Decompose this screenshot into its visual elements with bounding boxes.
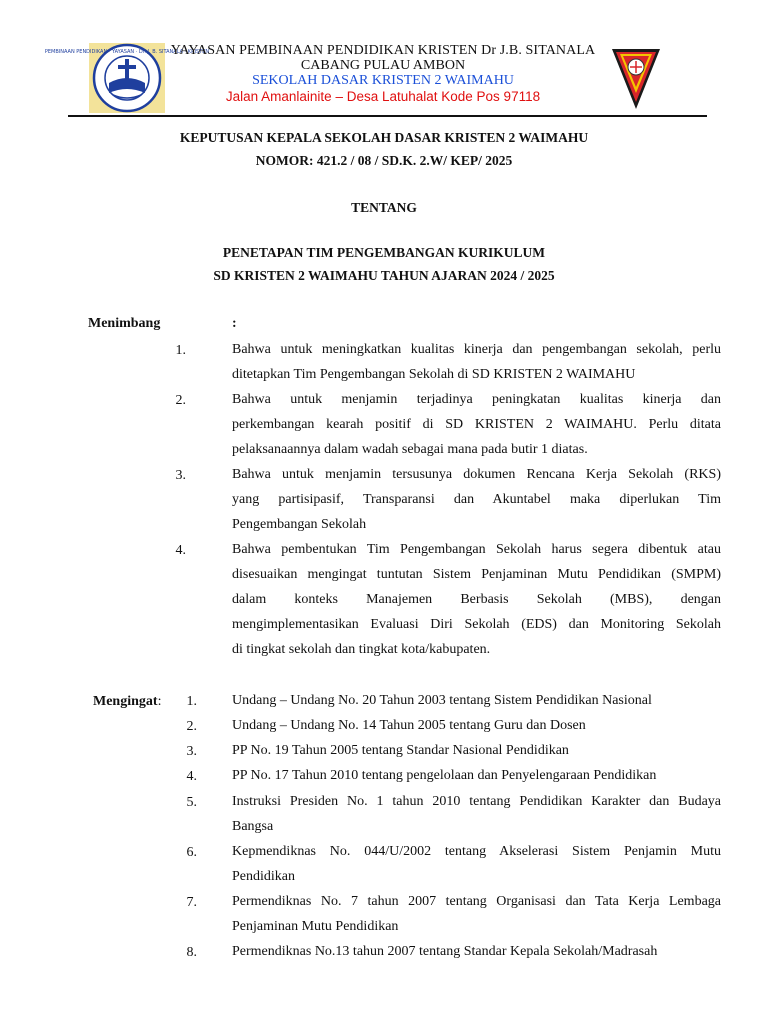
mengingat-item-line: Kepmendiknas No. 044/U/2002 tentang Akselerasi Sistem Penjamin Mutu xyxy=(232,844,721,859)
menimbang-item-text xyxy=(232,462,721,537)
mengingat-item-line: Permendiknas No. 7 tahun 2007 tentang Organisasi dan Tata Kerja Lembaga xyxy=(232,894,721,909)
menimbang-item-line: mengimplementasikan Evaluasi Diri Sekolah (EDS) dan Monitoring Sekolah xyxy=(232,617,721,632)
menimbang-item-number: 2. xyxy=(175,393,186,408)
menimbang-item-line: dalam konteks Manajemen Berbasis Sekolah (MBS), dengan xyxy=(232,592,721,607)
mengingat-item-number: 8. xyxy=(186,945,197,960)
mengingat-item-line: PP No. 17 Tahun 2010 tentang pengelolaan dan Penyelengaraan Pendidikan xyxy=(232,768,657,783)
menimbang-item-line: ditetapkan Tim Pengembangan Sekolah di SD KRISTEN 2 WAIMAHU xyxy=(232,367,636,382)
mengingat-item-line: Pendidikan xyxy=(232,869,295,884)
menimbang-item-line: perkembangan kearah positif di SD KRISTEN 2 WAIMAHU. Perlu ditata xyxy=(232,417,721,432)
menimbang-item-text xyxy=(232,387,721,462)
mengingat-label: Mengingat: xyxy=(93,694,162,709)
menimbang-item-line: Bahwa untuk menjamin tersusunya dokumen Rencana Kerja Sekolah (RKS) xyxy=(232,467,721,482)
mengingat-item-line: Undang – Undang No. 20 Tahun 2003 tentang Sistem Pendidikan Nasional xyxy=(232,693,652,708)
letterhead-divider xyxy=(68,115,707,117)
mengingat-item-text xyxy=(232,738,721,763)
mengingat-item-line: PP No. 19 Tahun 2005 tentang Standar Nasional Pendidikan xyxy=(232,743,569,758)
mengingat-item-text xyxy=(232,763,721,788)
menimbang-label: Menimbang xyxy=(88,316,161,331)
decree-title: KEPUTUSAN KEPALA SEKOLAH DASAR KRISTEN 2 WAIMAHU xyxy=(179,130,589,145)
mengingat-item-text xyxy=(232,789,721,839)
menimbang-item-line: yang partisipasif, Transparansi dan Akuntabel maka diperlukan Tim xyxy=(232,492,721,507)
mengingat-item-text xyxy=(232,939,721,964)
mengingat-item-number: 2. xyxy=(186,719,197,734)
subject-line-2: SD KRISTEN 2 WAIMAHU TAHUN AJARAN 2024 / 2025 xyxy=(213,268,555,283)
mengingat-item-line: Bangsa xyxy=(232,819,274,834)
menimbang-colon: : xyxy=(232,316,237,331)
menimbang-item-number: 3. xyxy=(175,468,186,483)
mengingat-item-number: 4. xyxy=(186,769,197,784)
mengingat-item-text xyxy=(232,688,721,713)
menimbang-item-line: pelaksanaannya dalam wadah sebagai mana pada butir 1 diatas. xyxy=(232,442,588,457)
decree-number: NOMOR: 421.2 / 08 / SD.K. 2.W/ KEP/ 2025 xyxy=(255,153,513,168)
menimbang-item-line: Bahwa untuk meningkatkan kualitas kinerja dan pengembangan sekolah, perlu xyxy=(232,342,721,357)
mengingat-item-text xyxy=(232,839,721,889)
school-emblem-right xyxy=(610,45,662,111)
subject-line-1: PENETAPAN TIM PENGEMBANGAN KURIKULUM xyxy=(222,245,546,260)
menimbang-item-line: di tingkat sekolah dan tingkat kota/kabupaten. xyxy=(232,642,491,657)
tentang-heading: TENTANG xyxy=(351,200,417,215)
menimbang-item-number: 4. xyxy=(175,543,186,558)
menimbang-item-text xyxy=(232,537,721,662)
mengingat-item-number: 6. xyxy=(186,845,197,860)
menimbang-item-text xyxy=(232,337,721,387)
mengingat-item-line: Penjaminan Mutu Pendidikan xyxy=(232,919,399,934)
school-name: SEKOLAH DASAR KRISTEN 2 WAIMAHU xyxy=(252,73,514,88)
logo-left-text: PEMBINAAN PENDIDIKAN · YAYASAN · Dr. J. B. SITANALA · KRISTEN xyxy=(44,49,210,55)
menimbang-item-number: 1. xyxy=(175,343,186,358)
mengingat-item-number: 1. xyxy=(186,694,197,709)
mengingat-item-line: Undang – Undang No. 14 Tahun 2005 tentang Guru dan Dosen xyxy=(232,718,586,733)
mengingat-item-line: Instruksi Presiden No. 1 tahun 2010 tentang Pendidikan Karakter dan Budaya xyxy=(232,794,721,809)
branch-name: CABANG PULAU AMBON xyxy=(300,58,466,73)
mengingat-item-number: 3. xyxy=(186,744,197,759)
foundation-name: YAYASAN PEMBINAAN PENDIDIKAN KRISTEN Dr J.B. SITANALA xyxy=(170,43,596,58)
menimbang-item-line: Bahwa untuk menjamin terjadinya peningkatan kualitas kinerja dan xyxy=(232,392,721,407)
mengingat-item-line: Permendiknas No.13 tahun 2007 tentang Standar Kepala Sekolah/Madrasah xyxy=(232,944,658,959)
menimbang-item-line: Bahwa pembentukan Tim Pengembangan Sekolah harus segera dibentuk atau xyxy=(232,542,721,557)
menimbang-item-line: disesuaikan mengingat tuntutan Sistem Penjaminan Mutu Pendidikan (SMPM) xyxy=(232,567,721,582)
mengingat-item-text xyxy=(232,713,721,738)
mengingat-item-text xyxy=(232,889,721,939)
school-address: Jalan Amanlainite – Desa Latuhalat Kode Pos 97118 xyxy=(225,89,541,104)
foundation-logo-left xyxy=(44,43,210,113)
mengingat-item-number: 7. xyxy=(186,895,197,910)
mengingat-item-number: 5. xyxy=(186,795,197,810)
menimbang-item-line: Pengembangan Sekolah xyxy=(232,517,367,532)
